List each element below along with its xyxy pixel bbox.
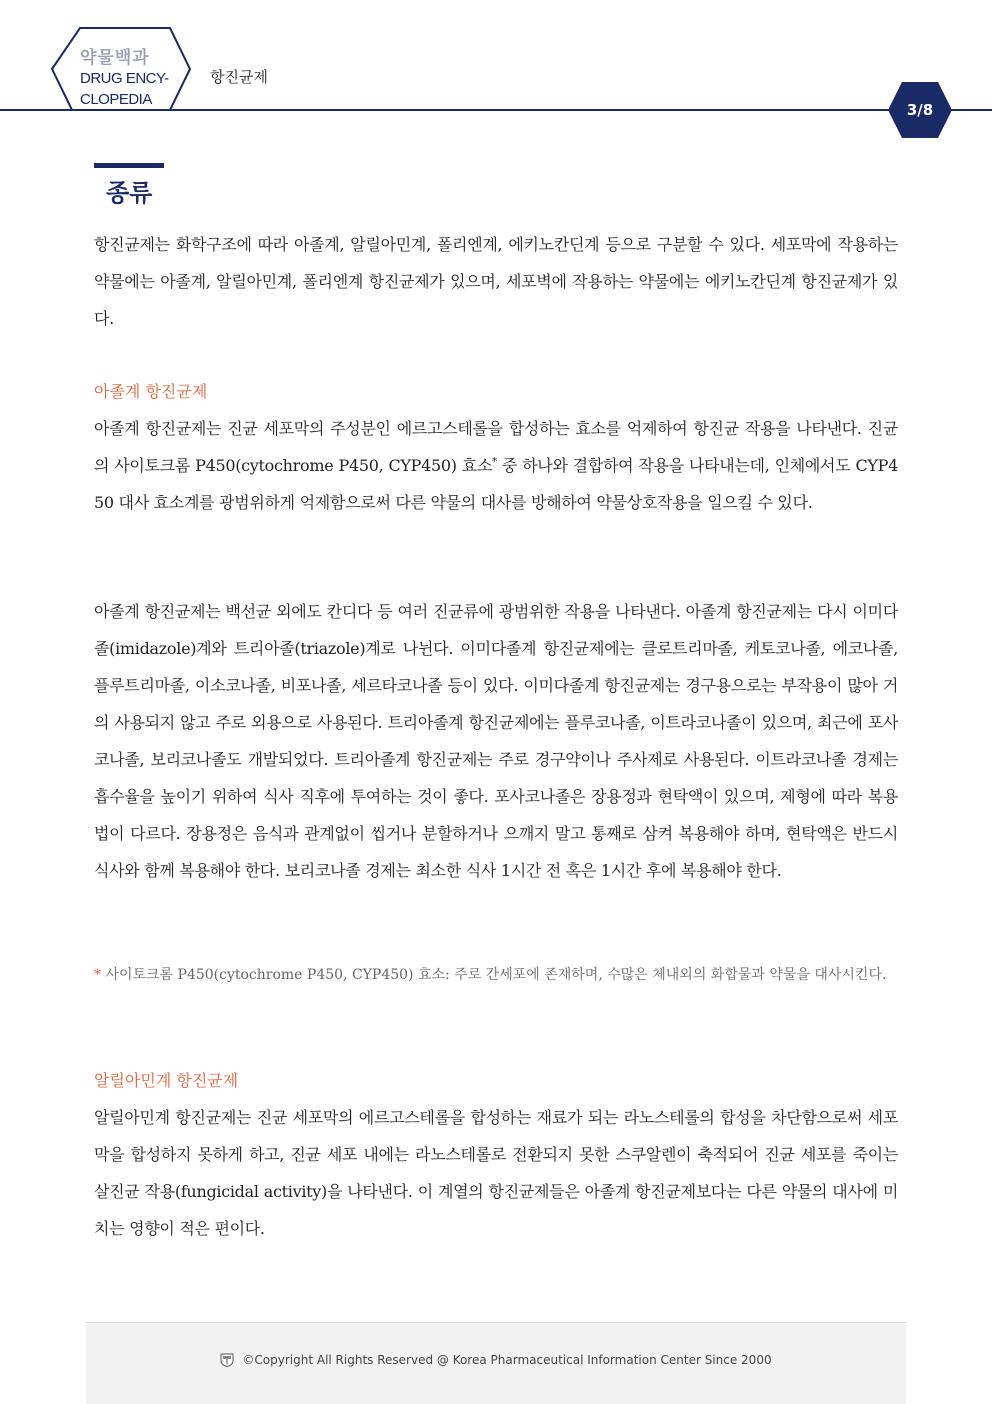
intro-block [94,226,898,337]
azole-paragraph-2: 아졸계 항진균제는 백선균 외에도 칸디다 등 여러 진균류에 광범위한 작용을 나타낸다. 아졸계 항진균제는 다시 이미다졸(imidazole)계와 트리아졸(triazole)계로 나뉜다. 이미다졸계 항진균제에는 클로트리마졸, 케토코나졸, 에코나졸, 플루트리마졸, 이소코나졸, 비포나졸, 세르타코나졸 등이 있다. 이미다졸계 항진균제는 경구용으로는 부작용이 많아 거의 사용되지 않고 주로 외용으로 사용된다. 트리아졸계 항진균제에는 플루코나졸, 이트라코나졸이 있으며, 최근에 포사코나졸, 보리코나졸도 개발되었다. 트리아졸계 항진균제는 주로 경구약이나 주사제로 사용된다. 이트라코나졸 경제는 흡수율을 높이기 위하여 식사 직후에 투여하는 것이 좋다. 포사코나졸은 장용정과 현탁액이 있으며, 제형에 따라 복용법이 다르다. 장용정은 음식과 관계없이 씹거나 분할하거나 으깨지 말고 통째로 삼켜 복용해야 하며, 현탁액은 반드시 식사와 함께 복용해야 한다. 보리코나졸 경제는 최소한 식사 1시간 전 혹은 1시간 후에 복용해야 한다. [94,602,898,880]
page-number: 3/8 [906,101,934,119]
page-footer [86,1322,906,1404]
footnote-block [94,958,898,992]
footer-content [86,1353,906,1367]
logo-english-line1: DRUG ENCY- [80,70,169,87]
document-title: 항진균제 [210,68,268,86]
section-accent-bar [94,163,164,168]
azole-paragraph-1-text-a: 아졸계 항진균제는 진균 세포막의 주성분인 에르고스테롤을 합성하는 효소를 억제하여 항진균 작용을 나타낸다. 진균의 사이토크롬 P450(cytochrome P450, CYP450) 효소 [94,419,898,475]
allylamine-heading: 알릴아민계 항진균제 [94,1071,239,1090]
logo-english-text [80,68,180,110]
footnote-reference: * [492,456,497,468]
footnote-mark: * [94,967,101,983]
logo-english-line2: CLOPEDIA [80,91,152,108]
section-title: 종류 [106,179,153,207]
azole-heading: 아졸계 항진균제 [94,382,208,401]
intro-paragraph: 항진균제는 화학구조에 따라 아졸계, 알릴아민계, 폴리엔계, 에키노칸딘계 등으로 구분할 수 있다. 세포막에 작용하는 약물에는 아졸계, 알릴아민계, 폴리엔계 항진균제가 있으며, 세포벽에 작용하는 약물에는 에키노칸딘계 항진균제가 있다. [94,235,898,328]
footnote-text: 사이토크롬 P450(cytochrome P450, CYP450) 효소: 주로 간세포에 존재하며, 수많은 체내외의 화합물과 약물을 대사시킨다. [101,967,887,983]
footnote [94,958,898,992]
azole-paragraph-1 [94,410,898,521]
copyright-text: ©Copyright All Rights Reserved @ Korea Pharmaceutical Information Center Since 2000 [242,1353,772,1367]
shield-emblem-icon [220,1353,234,1367]
logo-korean-text: 약물백과 [80,48,150,68]
allylamine-section [94,1062,898,1247]
azole-section [94,373,898,521]
azole-section-2 [94,593,898,889]
allylamine-paragraph: 알릴아민계 항진균제는 진균 세포막의 에르고스테롤을 합성하는 재료가 되는 라노스테롤의 합성을 차단함으로써 세포막을 합성하지 못하게 하고, 진균 세포 내에는 라노스테롤로 전환되지 못한 스쿠알렌이 축적되어 진균 세포를 죽이는 살진균 작용(fungicidal activity)을 나타낸다. 이 계열의 항진균제들은 아졸계 항진균제보다는 다른 약물의 대사에 미치는 영향이 적은 편이다. [94,1108,898,1238]
azole-paragraph-1-text-b: 중 하나와 결합하여 작용을 나타내는데, 인체에서도 CYP450 대사 효소계를 광범위하게 억제함으로써 다른 약물의 대사를 방해하여 약물상호작용을 일으킬 수 있다. [94,456,898,512]
